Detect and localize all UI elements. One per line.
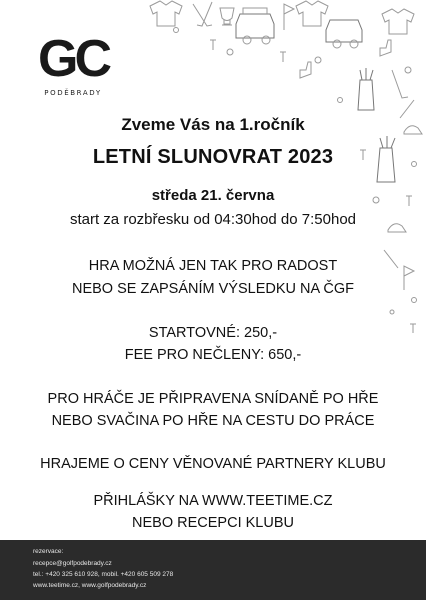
- event-title: LETNÍ SLUNOVRAT 2023: [92, 146, 334, 168]
- logo-subtitle: PODĚBRADY: [44, 89, 102, 97]
- logo-mark-text: GC: [38, 30, 108, 86]
- breakfast-line2: NEBO SVAČINA PO HŘE NA CESTU DO PRÁCE: [51, 413, 375, 429]
- glove-icon: [300, 40, 391, 78]
- flag-icon: [284, 4, 294, 30]
- entry-fee: STARTOVNÉ: 250,-: [148, 325, 278, 341]
- golf-ball-icon: [390, 298, 417, 315]
- contact-footer: [0, 540, 426, 600]
- golf-bag-icon: [358, 68, 374, 110]
- club-logo: [33, 30, 113, 97]
- gc-logo-mark: [33, 30, 113, 86]
- polo-shirt-icon: [150, 1, 182, 26]
- contact-websites: www.teetime.cz, www.golfpodebrady.cz: [33, 582, 147, 589]
- tee-icon: [210, 40, 286, 62]
- golf-cart-icon: [236, 8, 274, 44]
- registration-line1: PŘIHLÁŠKY NA WWW.TEETIME.CZ: [93, 493, 333, 509]
- intro-text: Zveme Vás na 1.ročník: [121, 115, 305, 134]
- golf-ball-icon: [174, 28, 322, 64]
- breakfast-line1: PRO HRÁČE JE PŘIPRAVENA SNÍDANĚ PO HŘE: [47, 391, 379, 407]
- event-date: středa 21. června: [151, 187, 275, 204]
- play-info-line1: HRA MOŽNÁ JEN TAK PRO RADOST: [88, 258, 338, 274]
- contact-phones: tel.: +420 325 610 928, mobil. +420 605 509 278: [33, 571, 174, 578]
- play-info-line2: NEBO SE ZAPSÁNÍM VÝSLEDKU NA ČGF: [71, 281, 354, 297]
- golf-club-icon: [193, 2, 212, 26]
- golf-ball-icon: [338, 67, 412, 103]
- polo-shirt-icon: [382, 9, 414, 34]
- golf-cart-icon: [326, 20, 362, 48]
- golf-club-icon: [392, 70, 414, 118]
- start-time: start za rozbřesku od 04:30hod do 7:50hod: [69, 211, 357, 228]
- prizes-text: HRAJEME O CENY VĚNOVANÉ PARTNERY KLUBU: [40, 456, 386, 472]
- reservation-label: rezervace:: [33, 548, 64, 555]
- non-member-fee: FEE PRO NEČLENY: 650,-: [124, 347, 302, 363]
- polo-shirt-icon: [296, 1, 328, 26]
- trophy-icon: [220, 8, 234, 25]
- registration-line2: NEBO RECEPCI KLUBU: [132, 515, 294, 531]
- contact-email: recepce@golfpodebrady.cz: [33, 560, 112, 567]
